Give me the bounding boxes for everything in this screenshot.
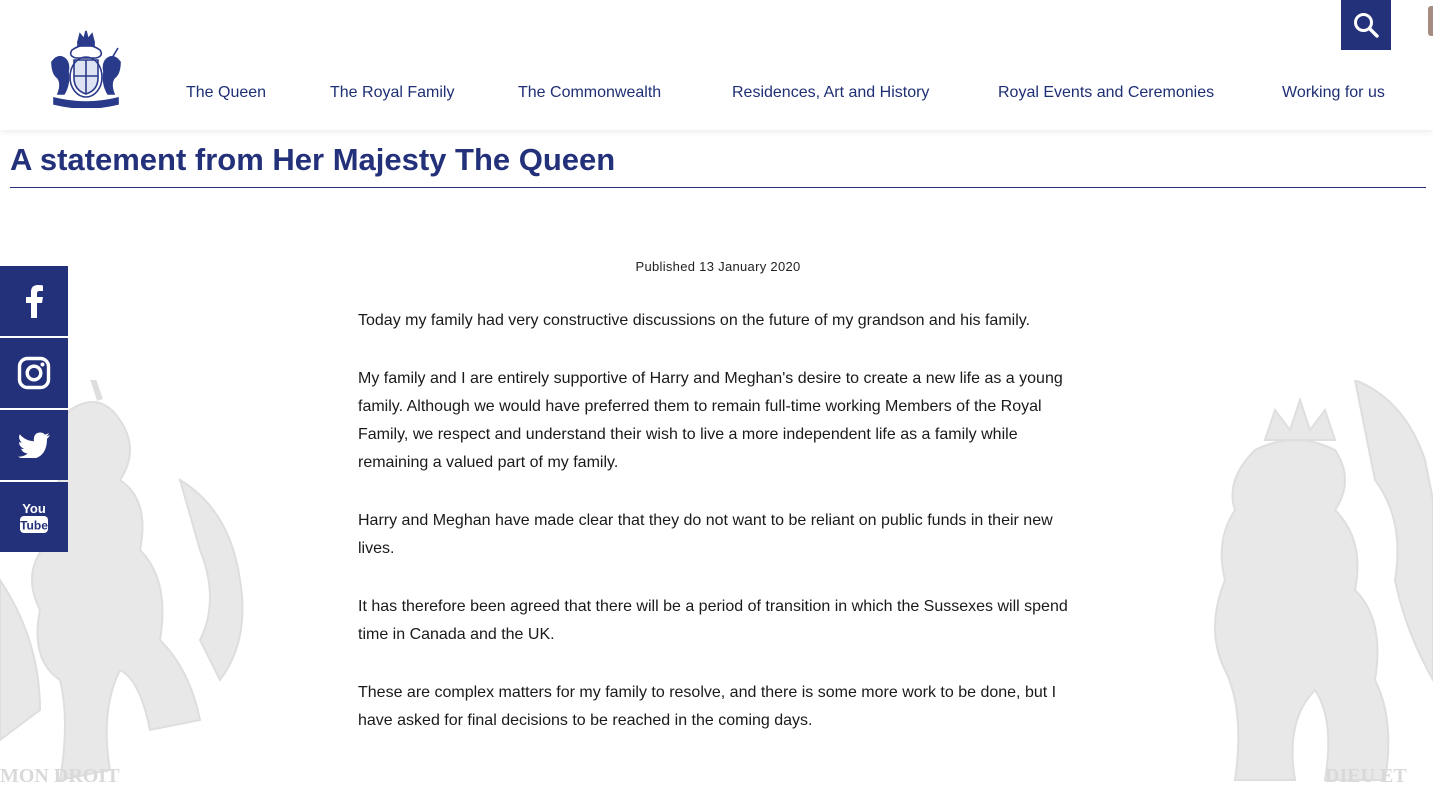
main-navigation <box>0 84 1433 106</box>
motto-right-text: DIEU ET <box>1325 765 1407 787</box>
title-divider <box>10 187 1426 188</box>
facebook-icon <box>24 284 44 318</box>
statement-paragraph: Harry and Meghan have made clear that they do not want to be reliant on public funds in their new lives. <box>358 512 1053 557</box>
coat-of-arms-watermark-right <box>1205 380 1433 788</box>
instagram-icon <box>17 356 51 390</box>
statement-paragraph: Today my family had very constructive discussions on the future of my grandson and his family. <box>358 312 1031 329</box>
nav-item-working-for-us[interactable]: Working for us <box>1282 84 1385 101</box>
nav-item-residences-art-history[interactable]: Residences, Art and History <box>732 84 930 101</box>
statement-paragraph: My family and I are entirely supportive of Harry and Meghan's desire to create a new life as a young family. Although we would have preferred them to remain full-time working Members of the Royal Family, we respect and understand their wish to live a more independent life as a family while remaining a valued part of my family. <box>358 370 1063 471</box>
youtube-icon-text-top: You <box>22 501 46 516</box>
social-share-bar <box>0 266 68 554</box>
site-header <box>0 0 1433 130</box>
statement-paragraph: These are complex matters for my family to resolve, and there is some more work to be done, but I have asked for final decisions to be reached in the coming days. <box>358 684 1057 729</box>
twitter-icon <box>18 432 50 458</box>
page-title: A statement from Her Majesty The Queen <box>10 142 616 177</box>
nav-item-the-queen[interactable]: The Queen <box>186 84 267 101</box>
motto-left-text: MON DROIT <box>0 765 120 787</box>
youtube-icon <box>19 500 49 534</box>
statement-body <box>358 307 1083 765</box>
nav-item-the-commonwealth[interactable]: The Commonwealth <box>518 84 662 101</box>
published-date <box>0 259 1433 274</box>
nav-item-the-royal-family[interactable]: The Royal Family <box>330 84 455 101</box>
published-date-text: Published 13 January 2020 <box>635 259 801 274</box>
edge-tab[interactable] <box>1428 6 1433 36</box>
search-icon <box>1353 12 1379 38</box>
nav-item-royal-events-ceremonies[interactable]: Royal Events and Ceremonies <box>998 84 1215 101</box>
youtube-icon-text-bottom: Tube <box>20 518 48 533</box>
instagram-button[interactable] <box>0 338 68 408</box>
twitter-button[interactable] <box>0 410 68 480</box>
facebook-button[interactable] <box>0 266 68 336</box>
statement-paragraph: It has therefore been agreed that there will be a period of transition in which the Sussexes will spend time in Canada and the UK. <box>358 598 1068 643</box>
search-button[interactable] <box>1341 0 1391 50</box>
youtube-button[interactable] <box>0 482 68 552</box>
